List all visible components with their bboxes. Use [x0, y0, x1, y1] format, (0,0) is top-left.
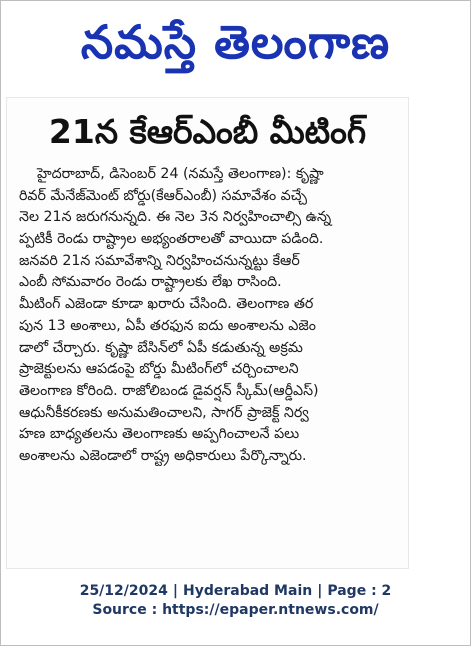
article-line: ప్పటికీ రెండు రాష్ట్రాల అభ్యంతరాలతో వాయిదా పడింది.	[19, 231, 324, 248]
separator: |	[317, 583, 323, 599]
article-line: తెలంగాణ కోరింది. రాజోలిబండ డైవర్షన్ స్కీమ్(ఆర్డీఎస్)	[19, 382, 319, 399]
article-line: ఆధునీకీకరణకు అనుమతించాలని, సాగర్ ప్రాజెక్ట్ నిర్వ	[19, 404, 309, 421]
article-line: అంశాలను ఎజెండాలో రాష్ట్ర అధికారులు పేర్కొన్నారు.	[19, 447, 307, 464]
article-line: మీటింగ్ ఎజెండా కూడా ఖరారు చేసింది. తెలంగాణ తర	[19, 296, 314, 313]
article-line: హణ బాధ్యతలను తెలంగాణకు అప్పగించాలనే పలు	[19, 426, 300, 443]
edition-name: Hyderabad Main	[182, 583, 313, 599]
publication-date: 25/12/2024	[79, 583, 168, 599]
publication-info	[0, 582, 471, 601]
article-line: పున 13 అంశాలు, ఏపీ తరఫున ఐదు అంశాలను ఎజెం	[19, 317, 316, 334]
article-line: డాలో చేర్చారు. కృష్ణా బేసిన్‌లో ఏపీ కడుతున్న అక్రమ	[19, 339, 303, 356]
article-line: నెల 21న జరుగనున్నది. ఈ నెల 3న నిర్వహించాల్సి ఉన్న	[19, 209, 332, 226]
newspaper-masthead: నమస్తే తెలంగాణ	[80, 15, 391, 69]
article-line: ఎంబీ సోమవారం రెండు రాష్ట్రాలకు లేఖ రాసింది.	[19, 274, 282, 291]
article-line: రివర్ మేనేజ్‌మెంట్ బోర్డు(కేఆర్‌ఎంబీ) సమావేశం వచ్చే	[19, 187, 308, 204]
article-line: హైదరాబాద్, డిసెంబర్ 24 (నమస్తే తెలంగాణ): కృష్ణా	[37, 166, 324, 182]
clipping-footer	[0, 582, 471, 620]
separator: |	[172, 583, 178, 599]
article-line: జనవరి 21న సమావేశాన్ని నిర్వహించనున్నట్టు కేఆర్	[19, 252, 300, 269]
article-headline: 21న కేఆర్‌ఎంబీ మీటింగ్	[48, 112, 367, 151]
page-number: Page : 2	[327, 583, 392, 599]
source-link[interactable]: Source : https://epaper.ntnews.com/	[92, 602, 379, 618]
article-body	[19, 164, 399, 468]
article-line: ప్రాజెక్టులను ఆపడంపై బోర్డు మీటింగ్‌లో చర్చించాలని	[19, 361, 299, 378]
article-clipping	[6, 97, 409, 569]
